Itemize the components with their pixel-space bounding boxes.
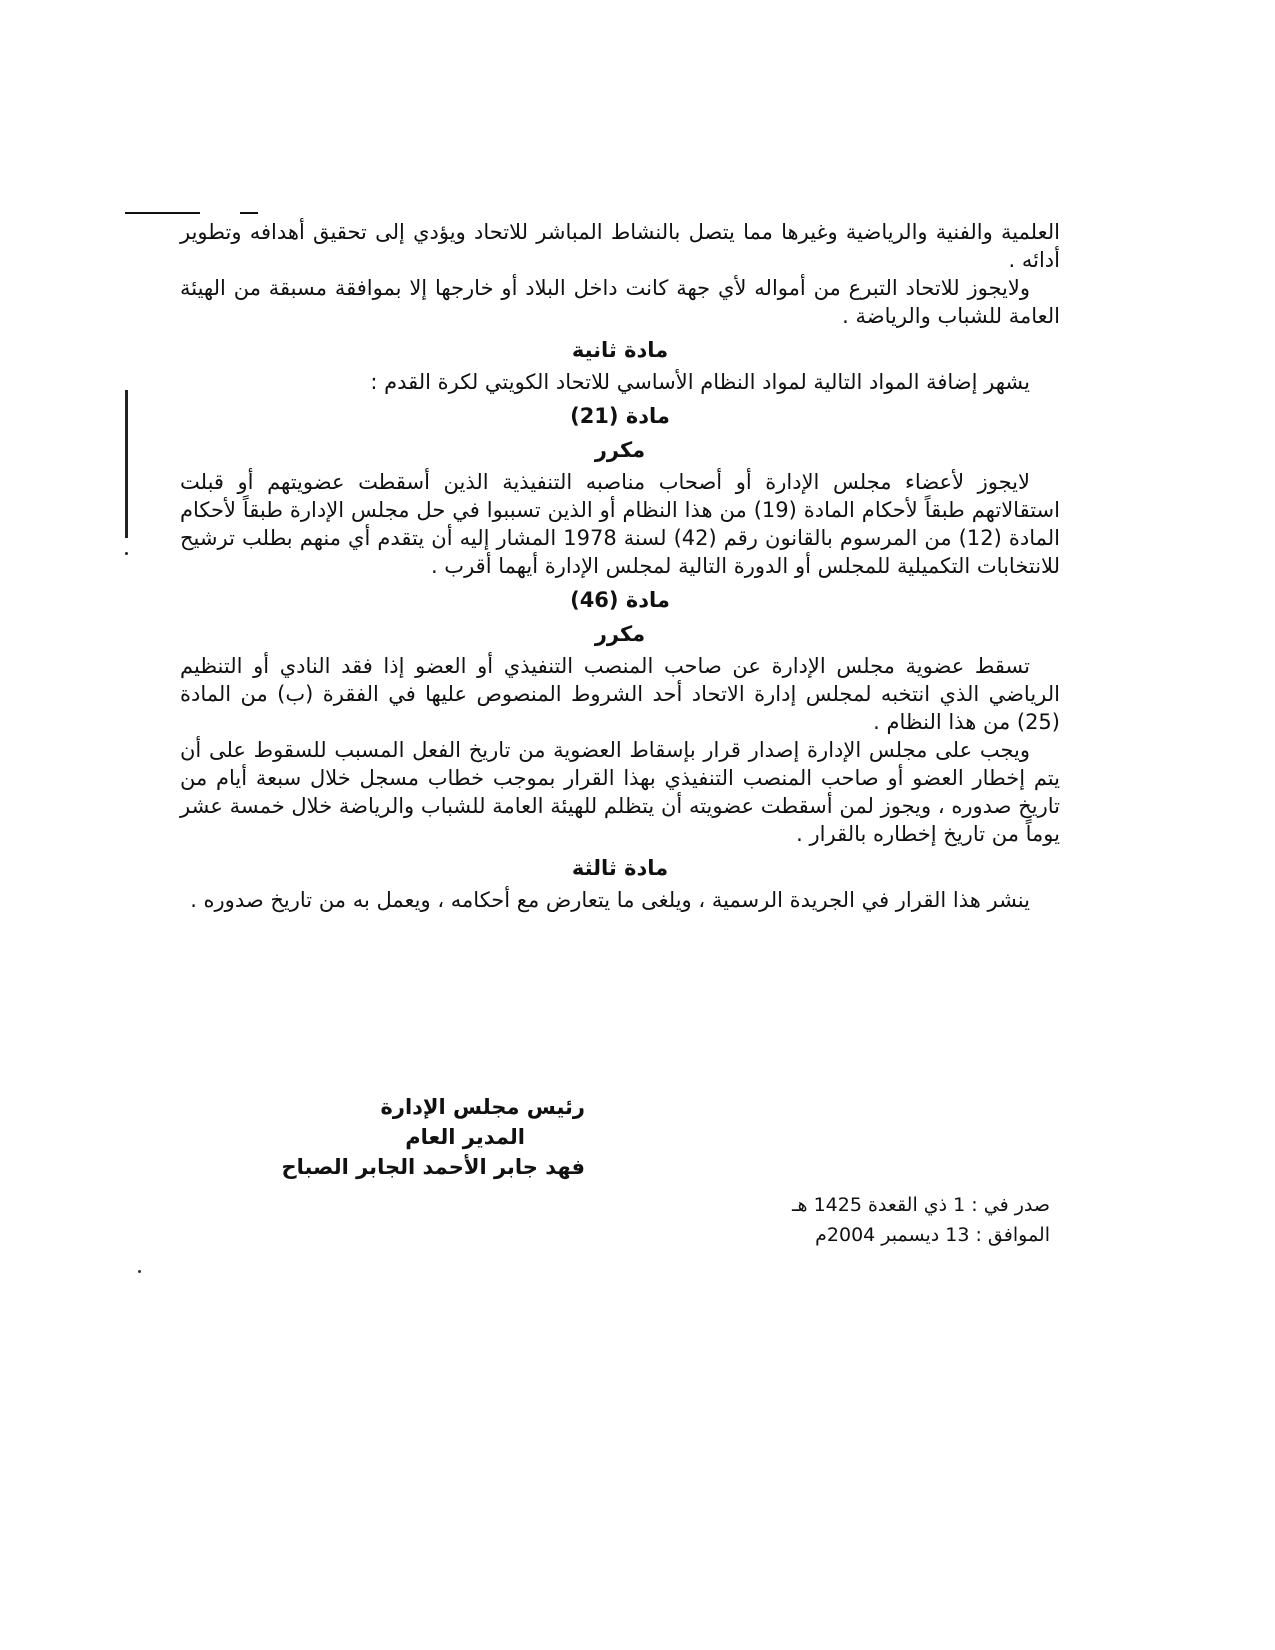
issue-date-hijri: صدر في : 1 ذي القعدة 1425 هـ [791,1194,1050,1216]
article-3-text: ينشر هذا القرار في الجريدة الرسمية ، ويلغى ما يتعارض مع أحكامه ، ويعمل به من تاريخ صدوره . [190,888,1030,912]
signature-block [205,1092,585,1182]
document-body [180,218,1060,914]
article-2-heading: مادة ثانية [571,338,669,362]
scan-speck [138,1270,141,1273]
top-rule [125,212,200,214]
top-rule-fragment [240,212,258,214]
article-2-text: يشهر إضافة المواد التالية لمواد النظام الأساسي للاتحاد الكويتي لكرة القدم : [370,370,1030,394]
signature-title: رئيس مجلس الإدارة [380,1095,585,1119]
paragraph-continuation: العلمية والفنية والرياضية وغيرها مما يتصل بالنشاط المباشر للاتحاد ويؤدي إلى تحقيق أهدافه وتطوير أدائه . [180,220,1060,272]
article-21-subheading: مكرر [594,438,646,462]
article-3-heading: مادة ثالثة [571,856,669,880]
article-46-text-1: تسقط عضوية مجلس الإدارة عن صاحب المنصب التنفيذي أو العضو إذا فقد النادي أو التنظيم الرياضي الذي انتخبه لمجلس إدارة الاتحاد أحد الشروط المنصوص عليها في الفقرة (ب) من المادة (25) من هذا النظام . [180,654,1060,734]
signature-subtitle: المدير العام [405,1125,525,1149]
article-21-text: لايجوز لأعضاء مجلس الإدارة أو أصحاب مناصبه التنفيذية الذين أسقطت عضويتهم أو قبلت استقالاتهم طبقاً لأحكام المادة (19) من هذا النظام أو الذين تسببوا في حل مجلس الإدارة طبقاً لأحكام المادة (12) من المرسوم بالقانون رقم (42) لسنة 1978 المشار إليه أن يتقدم أي منهم بطلب ترشيح للانتخابات التكميلية للمجلس أو الدورة التالية لمجلس الإدارة أيهما أقرب . [180,470,1060,578]
article-21-heading: مادة (21) [570,404,670,428]
article-46-text-2: ويجب على مجلس الإدارة إصدار قرار بإسقاط العضوية من تاريخ الفعل المسبب للسقوط على أن يتم إخطار العضو أو صاحب المنصب التنفيذي بهذا القرار بموجب خطاب مسجل خلال سبعة أيام من تاريخ صدوره ، ويجوز لمن أسقطت عضويته أن يتظلم للهيئة العامة للشباب والرياضة خلال خمسة عشر يوماً من تاريخ إخطاره بالقرار . [180,738,1060,846]
article-46-heading: مادة (46) [570,588,670,612]
paragraph-donation-rule: ولايجوز للاتحاد التبرع من أمواله لأي جهة كانت داخل البلاد أو خارجها إلا بموافقة مسبقة من الهيئة العامة للشباب والرياضة . [180,276,1060,328]
margin-bar [125,390,128,538]
issue-dates [670,1190,1050,1250]
margin-dot [125,552,128,555]
issue-date-gregorian: الموافق : 13 ديسمبر 2004م [815,1224,1050,1246]
signature-name: فهد جابر الأحمد الجابر الصباح [281,1155,585,1179]
article-46-subheading: مكرر [594,622,646,646]
